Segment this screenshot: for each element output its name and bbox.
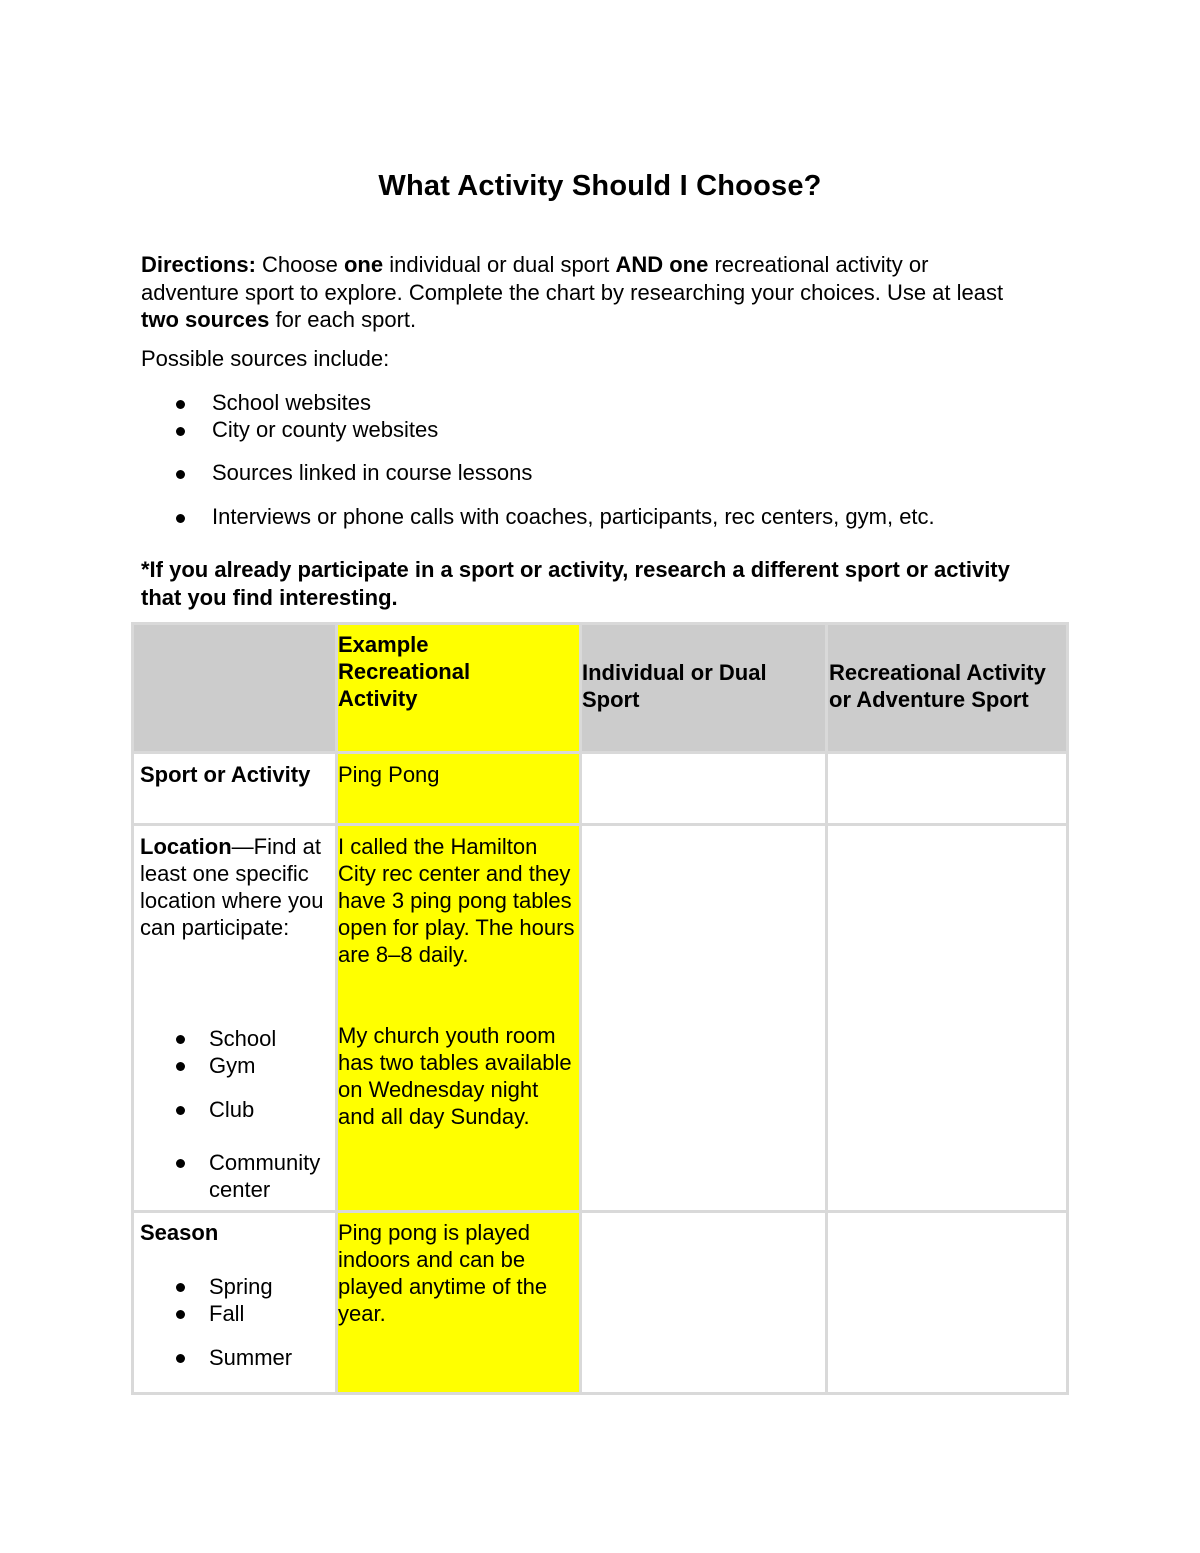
list-item-text: Interviews or phone calls with coaches, participants, rec centers, gym, etc. [212,504,935,529]
location-label-rest: —Find at least one specific location where you can participate: [140,834,324,940]
row-label-cell [131,752,337,824]
example-cell [337,824,581,1212]
individual-season-input[interactable] [581,1212,827,1395]
directions-paragraph [141,251,1021,334]
bullet-icon [176,1035,185,1044]
header-individual-label: Individual or Dual Sport [582,660,767,712]
directions-bold-2: AND one [615,252,709,277]
bullet-icon [176,427,185,436]
bullet-icon [176,514,185,523]
directions-text-3: recreational activity or adventure sport to explore. Complete the chart by researching your choices. Use at least [141,252,1004,305]
recreational-sport-input[interactable] [827,752,1069,824]
individual-location-input[interactable] [581,824,827,1212]
header-example-label: Example Recreational Activity [338,632,471,711]
research-table [131,622,1069,1395]
directions-bold-1: one [343,252,384,277]
bullet-icon [176,470,185,479]
table-border [131,823,1069,826]
table-border [131,622,134,1395]
page-title: What Activity Should I Choose? [378,170,822,202]
directions-text-1: Choose [255,252,344,277]
list-item-text: Sources linked in course lessons [212,460,533,485]
season-option: Spring [209,1274,273,1299]
header-cell-empty [131,622,337,752]
sources-intro: Possible sources include: [141,346,390,371]
header-cell-example [337,622,581,752]
location-option: Community center [209,1150,321,1202]
bullet-icon [176,1283,185,1292]
season-option: Summer [209,1345,293,1370]
bullet-icon [176,1354,185,1363]
note-paragraph: *If you already participate in a sport or activity, research a different sport or activity that you find interesting. [141,557,1010,610]
individual-sport-input[interactable] [581,752,827,824]
row-label-location [140,833,330,941]
example-season-text: Ping pong is played indoors and can be played anytime of the year. [338,1220,548,1326]
list-item-text: School websites [212,390,371,415]
row-label-season: Season [140,1220,219,1245]
location-option: Club [209,1097,255,1122]
example-cell [337,752,581,824]
bullet-icon [176,1062,185,1071]
list-item-text: City or county websites [212,417,439,442]
table-border [131,751,1069,754]
table-border [131,1392,1069,1395]
example-cell [337,1212,581,1395]
example-sport-value: Ping Pong [338,762,440,787]
location-option: Gym [209,1053,256,1078]
bullet-icon [176,1106,185,1115]
header-cell-individual [581,622,827,752]
bullet-icon [176,400,185,409]
table-border [825,622,828,1395]
row-label-cell [131,1212,337,1395]
header-recreational-label: Recreational Activity or Adventure Sport [829,660,1046,712]
location-label-bold: Location [140,834,232,859]
table-border [131,622,1069,625]
example-location-text-1: I called the Hamilton City rec center and they have 3 ping pong tables open for play. The hours are 8–8 daily. [338,834,575,967]
recreational-season-input[interactable] [827,1212,1069,1395]
table-border [335,622,338,1395]
row-label-sport: Sport or Activity [140,762,311,787]
directions-label: Directions: [141,252,256,277]
recreational-location-input[interactable] [827,824,1069,1212]
bullet-icon [176,1159,185,1168]
directions-text-2: individual or dual sport [383,252,616,277]
table-border [579,622,582,1395]
example-location-text-2: My church youth room has two tables available on Wednesday night and all day Sunday. [338,1023,572,1129]
table-border [1066,622,1069,1395]
directions-text-4: for each sport. [269,307,417,332]
row-label-cell [131,824,337,1212]
bullet-icon [176,1310,185,1319]
header-cell-recreational [827,622,1069,752]
table-border [131,1210,1069,1213]
directions-bold-3: two sources [141,307,270,332]
season-option: Fall [209,1301,245,1326]
location-option: School [209,1026,277,1051]
